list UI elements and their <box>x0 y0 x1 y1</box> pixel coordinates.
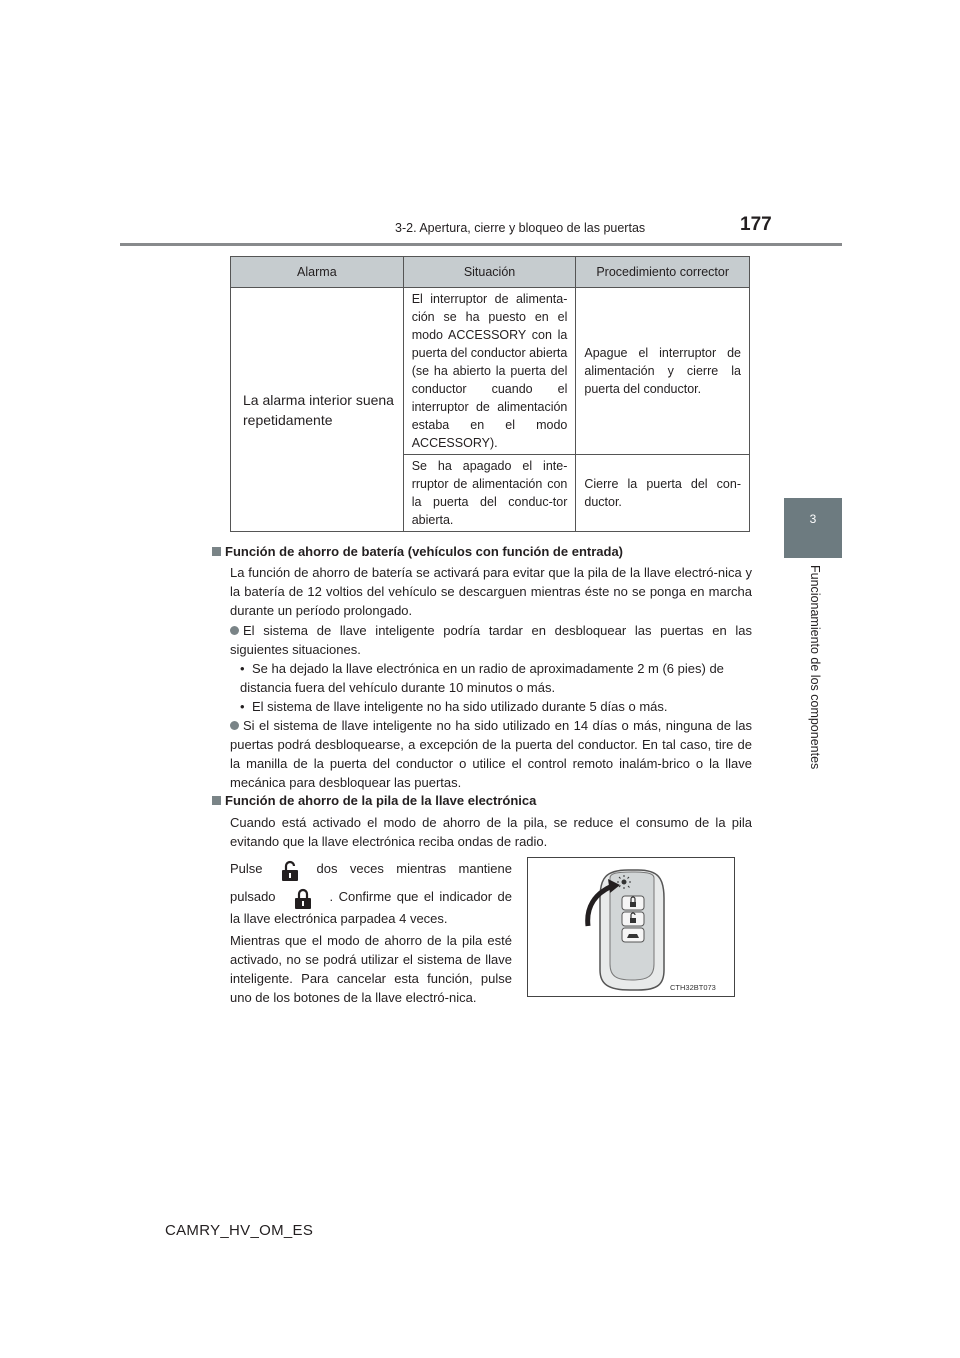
chapter-tab <box>784 498 842 558</box>
round-bullet-icon <box>230 626 239 635</box>
document-code: CAMRY_HV_OM_ES <box>165 1222 314 1239</box>
unlock-icon <box>279 860 301 880</box>
situation-cell: Se ha apagado el inte-rruptor de alimentación con la puerta del conduc-tor abierta. <box>403 455 576 532</box>
lock-icon <box>292 888 314 908</box>
illustration-code: CTH32BT073 <box>670 983 716 992</box>
battery-saver-bullet-2: Si el sistema de llave inteligente no ha sido utilizado en 14 días o más, ninguna de las puertas podrá desbloquearse, a excepción de la puerta del conductor. En tal caso, tire de la manilla de la puerta del conductor o utilice el control remoto inalám-brico o la llave mecánica para desbloquear las puertas. <box>230 718 752 790</box>
section-title: 3-2. Apertura, cierre y bloqueo de las puertas <box>395 221 646 235</box>
battery-saver-text: La función de ahorro de batería se activará para evitar que la pila de la llave electró-nica y la batería de 12 voltios del vehículo se descarguen mientras éste no se ponga en marcha durante un período prolongado. <box>230 565 752 618</box>
sub-item-2: • El sistema de llave inteligente no ha sido utilizado durante 5 días o más. <box>240 699 668 714</box>
header-situation: Situación <box>403 257 576 288</box>
key-saver-instructions: Pulse dos veces mientras mantiene pulsado . Confirme que el indicador de la llave electrónica parpadea 4 veces. Mientras que el modo de ahorro de la pila esté activado, no se podrá utilizar el sistema de llave inteligente. Para cancelar esta función, pulse uno de los botones de la llave electró-nica. <box>230 861 512 1005</box>
alarm-table <box>230 256 750 532</box>
key-fob-illustration <box>527 857 735 997</box>
table-row <box>231 288 750 455</box>
chapter-title: Funcionamiento de los componentes <box>808 565 822 770</box>
procedure-cell: Apague el interruptor de alimentación y cierre la puerta del conductor. <box>576 288 750 455</box>
battery-saver-bullet-1: El sistema de llave inteligente podría tardar en desbloquear las puertas en las siguientes situaciones. <box>230 623 752 657</box>
round-bullet-icon <box>230 721 239 730</box>
key-saver-heading: Función de ahorro de la pila de la llave electrónica <box>212 793 752 808</box>
square-bullet-icon <box>212 796 221 805</box>
sub-item-1: • Se ha dejado la llave electrónica en un radio de aproximadamente 2 m (6 pies) de distancia fuera del vehículo durante 10 minutos o más. <box>240 661 724 695</box>
alarm-cell: La alarma interior suena repetidamente <box>231 288 404 532</box>
header-rule <box>120 243 842 246</box>
situation-cell: El interruptor de alimenta-ción se ha puesto en el modo ACCESSORY con la puerta del conductor abierta (se ha abierto la puerta del conductor cuando el interruptor de alimentación estaba en el modo ACCESSORY). <box>403 288 576 455</box>
square-bullet-icon <box>212 547 221 556</box>
chapter-number: 3 <box>809 512 817 526</box>
page-number: 177 <box>740 214 772 235</box>
key-saver-text: Cuando está activado el modo de ahorro de la pila, se reduce el consumo de la pila evitando que la llave electrónica reciba ondas de radio. <box>230 815 752 849</box>
header-procedure: Procedimiento corrector <box>576 257 750 288</box>
battery-saver-heading: Función de ahorro de batería (vehículos con función de entrada) <box>212 544 752 559</box>
header-alarm: Alarma <box>231 257 404 288</box>
table-header-row <box>231 257 750 288</box>
procedure-cell: Cierre la puerta del con-ductor. <box>576 455 750 532</box>
